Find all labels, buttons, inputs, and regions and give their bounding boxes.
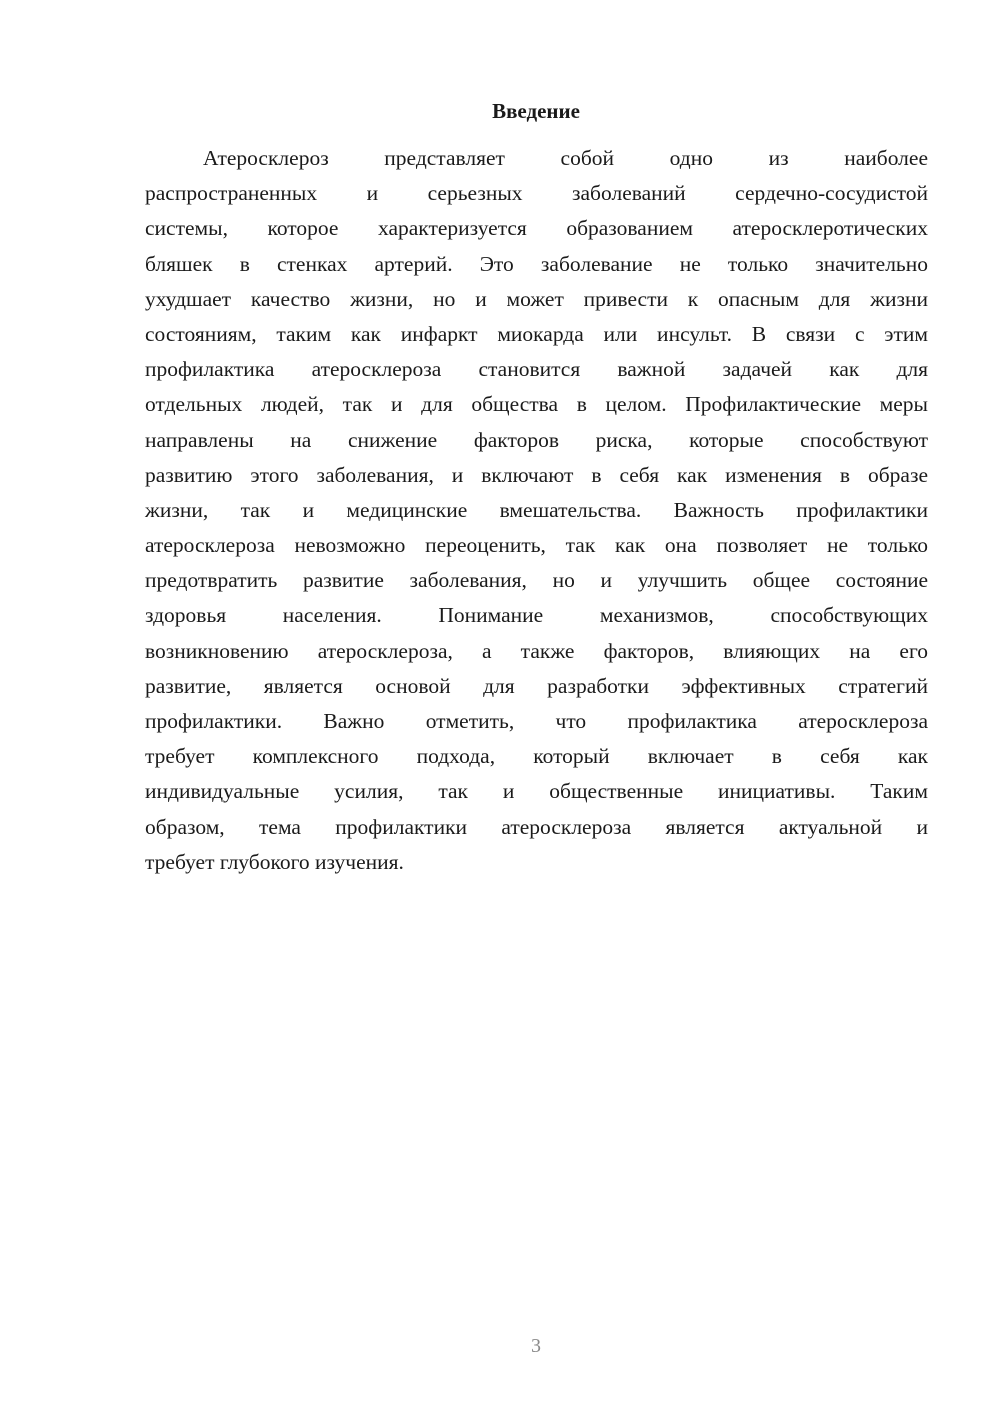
paragraph-line: жизни, так и медицинские вмешательства. Важность профилактики bbox=[145, 497, 928, 522]
paragraph-line: направлены на снижение факторов риска, которые способствуют bbox=[145, 427, 928, 452]
paragraph-line: распространенных и серьезных заболеваний сердечно-сосудистой bbox=[145, 181, 928, 206]
paragraph-line: профилактики. Важно отметить, что профилактика атеросклероза bbox=[145, 709, 928, 733]
paragraph-line: ухудшает качество жизни, но и может привести к опасным для жизни bbox=[145, 286, 928, 311]
introduction-paragraph bbox=[145, 141, 928, 880]
paragraph-line: здоровья населения. Понимание механизмов, способствующих bbox=[145, 603, 928, 628]
page-number: 3 bbox=[531, 1335, 541, 1357]
paragraph-line: состояниям, таким как инфаркт миокарда или инсульт. В связи с этим bbox=[145, 321, 928, 346]
paragraph-line: возникновению атеросклероза, а также факторов, влияющих на его bbox=[145, 638, 928, 663]
paragraph-line: требует комплексного подхода, который включает в себя как bbox=[145, 744, 928, 769]
paragraph-line: профилактика атеросклероза становится важной задачей как для bbox=[145, 357, 928, 382]
paragraph-line: образом, тема профилактики атеросклероза является актуальной и bbox=[145, 814, 928, 839]
paragraph-line: системы, которое характеризуется образованием атеросклеротических bbox=[145, 216, 928, 241]
paragraph-line: отдельных людей, так и для общества в целом. Профилактические меры bbox=[145, 392, 928, 417]
section-heading: Введение bbox=[492, 99, 580, 123]
paragraph-line: Атеросклероз представляет собой одно из наиболее bbox=[203, 146, 928, 170]
paragraph-line: предотвратить развитие заболевания, но и улучшить общее состояние bbox=[145, 568, 928, 593]
paragraph-line: бляшек в стенках артерий. Это заболевание не только значительно bbox=[145, 251, 928, 276]
paragraph-line: развитию этого заболевания, и включают в себя как изменения в образе bbox=[145, 462, 928, 487]
paragraph-line: требует глубокого изучения. bbox=[145, 849, 404, 874]
paragraph-line: атеросклероза невозможно переоценить, так как она позволяет не только bbox=[145, 533, 928, 558]
paragraph-line: развитие, является основой для разработки эффективных стратегий bbox=[145, 673, 928, 698]
paragraph-line: индивидуальные усилия, так и общественные инициативы. Таким bbox=[145, 779, 928, 804]
